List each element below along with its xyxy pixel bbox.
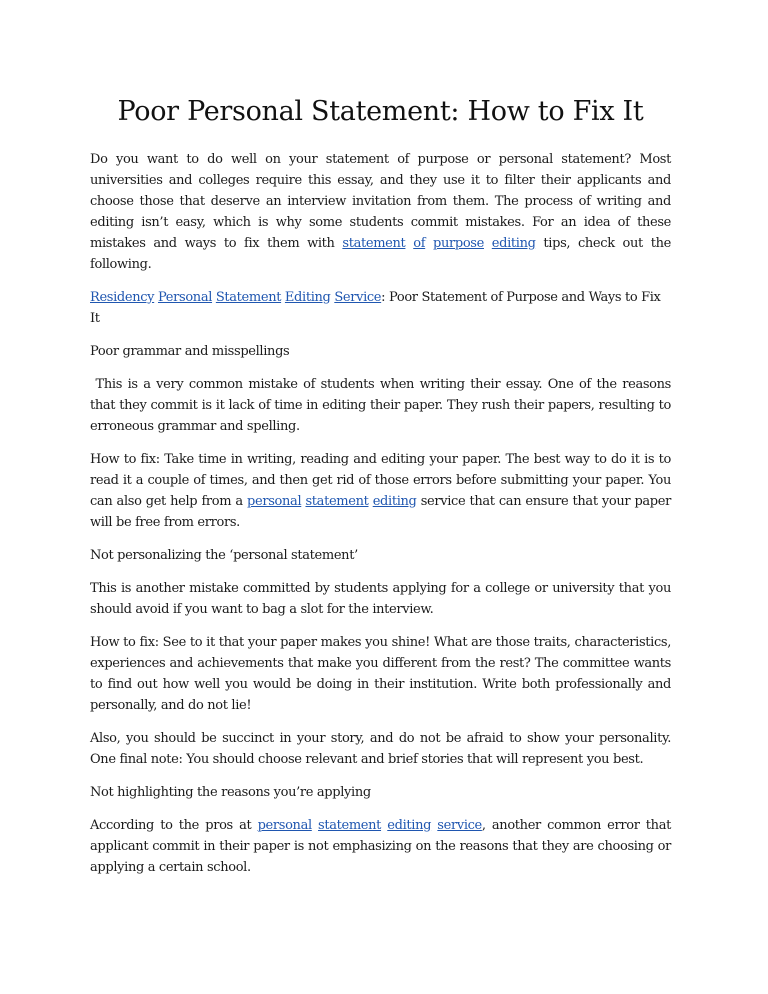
residency-after: : Poor Statement of Purpose and Ways to Fix It: [90, 290, 661, 326]
personalizing-paragraph: This is another mistake committed by students applying for a college or university that you should avoid if you want to bag a slot for the interview.: [90, 581, 671, 617]
intro-paragraph: [90, 149, 671, 275]
link-statement-4[interactable]: statement: [318, 818, 382, 833]
link-personal[interactable]: Personal: [157, 290, 213, 305]
link-of[interactable]: of: [413, 236, 426, 251]
document-title: Poor Personal Statement: How to Fix It: [117, 96, 644, 127]
link-editing-2[interactable]: Editing: [284, 290, 331, 305]
grammar-paragraph: This is a very common mistake of students when writing their essay. One of the reasons that they commit is it lack of time in editing their paper. They rush their papers, resulting to erroneous grammar and spelling.: [90, 377, 675, 434]
fix2-paragraph: How to fix: See to it that your paper makes you shine! What are those traits, characteristics, experiences and achievements that make you different from the rest? The committee wants to find out how well you would be doing in their institution. Write both professionally and personally, and do not lie!: [90, 635, 671, 713]
heading-personalizing: Not personalizing the ‘personal statement’: [90, 548, 358, 563]
link-editing[interactable]: editing: [491, 236, 536, 251]
link-purpose[interactable]: purpose: [433, 236, 484, 251]
link-editing-3[interactable]: editing: [372, 494, 417, 509]
succinct-paragraph: Also, you should be succinct in your story, and do not be afraid to show your personality. One final note: You should choose relevant and brief stories that will represent you best.: [90, 731, 671, 767]
intro-text: Do you want to do well on your statement of purpose or personal statement? Most universities and colleges require this essay, and they use it to filter their applicants and choose those that deserve an interview invitation from them. The process of writing and editing isn’t easy, which is why some students commit mistakes. For an idea of these mistakes and ways to fix them with: [90, 152, 671, 251]
link-service[interactable]: Service: [334, 290, 382, 305]
fix1-after: service that can ensure that your paper will be free from errors.: [90, 494, 671, 530]
link-personal-4[interactable]: personal: [257, 818, 312, 833]
heading-reasons: Not highlighting the reasons you’re applying: [90, 785, 371, 800]
link-residency[interactable]: Residency: [90, 290, 155, 305]
residency-line: [90, 287, 671, 329]
link-editing-4[interactable]: editing: [387, 818, 432, 833]
intro-after: tips, check out the following.: [90, 236, 671, 272]
reasons-after: , another common error that applicant commit in their paper is not emphasizing on the reasons that they are choosing or applying a certain school.: [90, 818, 671, 875]
link-statement-2[interactable]: Statement: [215, 290, 282, 305]
reasons-paragraph: [90, 815, 671, 878]
reasons-before: According to the pros at: [90, 818, 252, 833]
link-statement-3[interactable]: statement: [305, 494, 369, 509]
fix1-text: How to fix: Take time in writing, reading and editing your paper. The best way to do it is to read it a couple of times, and then get rid of those errors before submitting your paper. You can also get help from a: [90, 452, 671, 509]
heading-grammar: Poor grammar and misspellings: [90, 344, 290, 359]
link-statement[interactable]: statement: [342, 236, 406, 251]
fix1-paragraph: [90, 449, 671, 533]
link-personal-3[interactable]: personal: [247, 494, 302, 509]
link-service-4[interactable]: service: [437, 818, 482, 833]
